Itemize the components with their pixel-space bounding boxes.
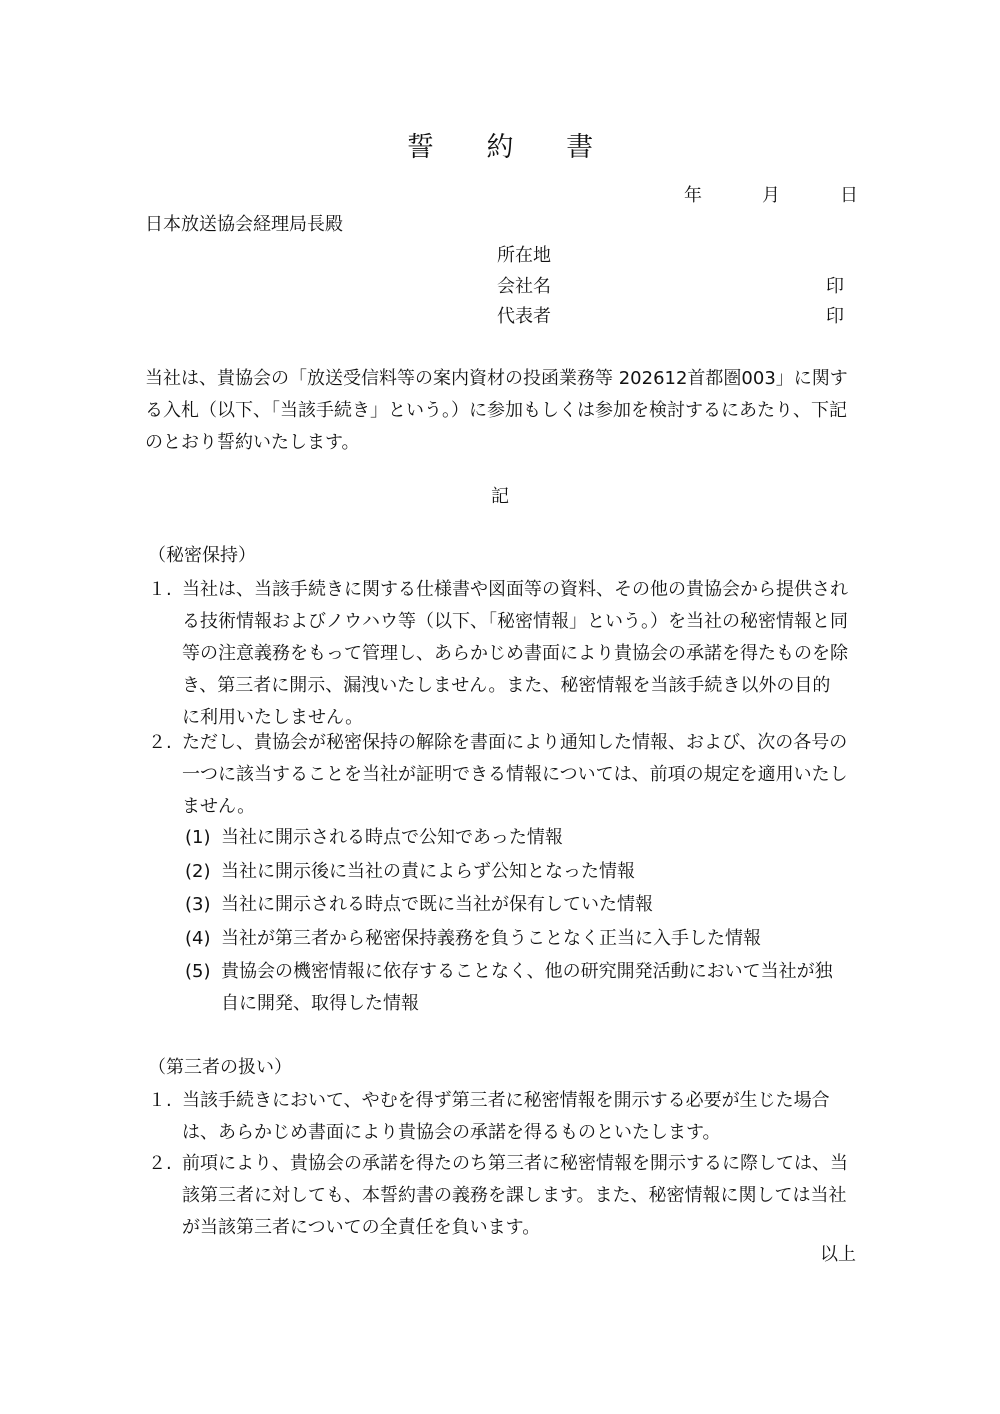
subitem-5 [185,956,845,1020]
confidentiality-item-1 [148,574,848,734]
subitem-1 [185,822,845,854]
date-line [0,181,1000,211]
subitem-4 [185,923,845,955]
third-party-item-1 [148,1085,848,1149]
address-label: 所在地 [497,245,551,266]
subitem-number: (5) [185,961,211,982]
date-day: 日 [840,185,858,206]
sender-address-row [497,241,857,272]
subitem-number: (1) [185,827,211,848]
item-number: １. [148,579,172,600]
subitem-number: (2) [185,861,211,882]
item-number: １. [148,1090,172,1111]
date-year: 年 [684,185,702,206]
item-text: ただし、貴協会が秘密保持の解除を書面により通知した情報、および、次の各号の一つに該当することを当社が証明できる情報については、前項の規定を適用いたしません。 [182,732,848,817]
subitem-text: 当社に開示される時点で既に当社が保有していた情報 [221,894,653,915]
subitem-number: (3) [185,894,211,915]
item-number: ２. [148,732,172,753]
item-text: 当社は、当該手続きに関する仕様書や図面等の資料、その他の貴協会から提供される技術情報およびノウハウ等（以下、「秘密情報」という。）を当社の秘密情報と同等の注意義務をもって管理し、あらかじめ書面により貴協会の承諾を得たものを除き、第三者に開示、漏洩いたしません。また、秘密情報を当該手続き以外の目的に利用いたしません。 [182,579,848,728]
item-text: 前項により、貴協会の承諾を得たのち第三者に秘密情報を開示するに際しては、当該第三者に対しても、本誓約書の義務を課します。また、秘密情報に関しては当社が当該第三者についての全責任を負います。 [182,1153,848,1238]
subitem-text: 当社が第三者から秘密保持義務を負うことなく正当に入手した情報 [221,928,761,949]
subitem-text: 当社に開示後に当社の責によらず公知となった情報 [221,861,635,882]
subitem-number: (4) [185,928,211,949]
document-title: 誓 約 書 [406,132,616,163]
representative-seal-mark: 印 [826,306,844,327]
company-seal-mark: 印 [826,275,844,297]
subitem-2 [185,856,845,888]
subitem-3 [185,889,845,921]
confidentiality-heading: （秘密保持） [148,545,256,566]
subitem-text: 当社に開示される時点で公知であった情報 [221,827,563,848]
addressee: 日本放送協会経理局長殿 [145,214,343,235]
closing-mark: 以上 [820,1244,856,1265]
ki-heading: 記 [491,486,509,507]
confidentiality-item-2 [148,727,848,823]
item-text: 当該手続きにおいて、やむを得ず第三者に秘密情報を開示する必要が生じた場合は、あらかじめ書面により貴協会の承諾を得るものといたします。 [182,1090,830,1143]
third-party-heading: （第三者の扱い） [148,1057,292,1078]
sender-company-row [497,272,857,303]
subitem-text: 貴協会の機密情報に依存することなく、他の研究開発活動において当社が独自に開発、取得した情報 [221,961,833,1014]
sender-block [497,241,857,333]
date-month: 月 [762,185,780,206]
intro-paragraph: 当社は、貴協会の「放送受信料等の案内資材の投函業務等 202612首都圏003」に関する入札（以下、「当該手続き」という。）に参加もしくは参加を検討するにあたり、下記のとおり誓約いたします。 [145,368,848,453]
representative-label: 代表者 [497,306,551,327]
sender-representative-row [497,302,857,333]
third-party-item-2 [148,1148,848,1244]
item-number: ２. [148,1153,172,1174]
company-label: 会社名 [497,275,551,297]
